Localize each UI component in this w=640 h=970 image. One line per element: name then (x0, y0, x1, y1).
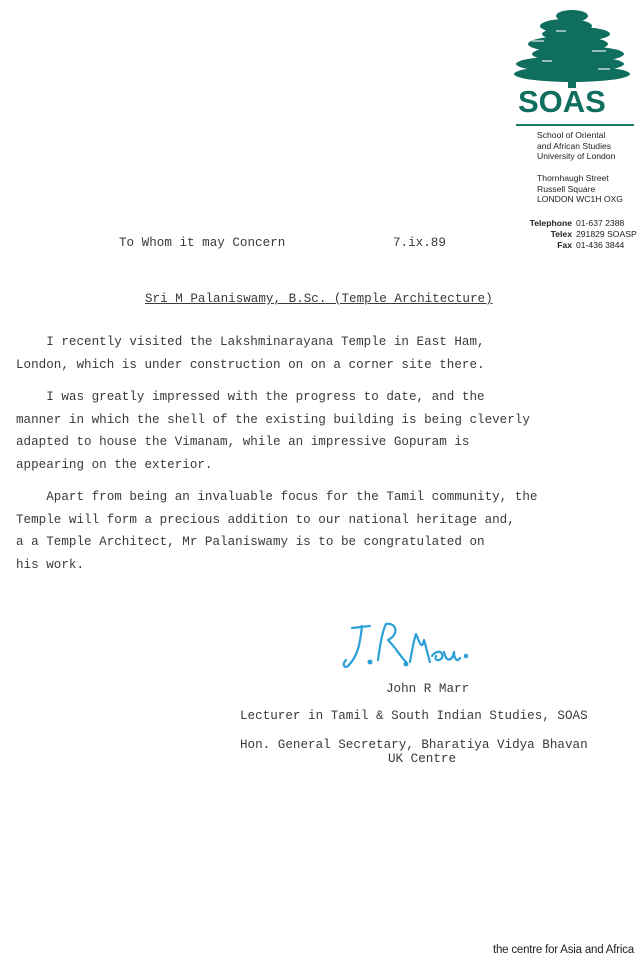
institution-address: Thornhaugh Street Russell Square LONDON WC1H OXG (537, 173, 623, 205)
soas-wordmark: SOAS (518, 84, 606, 119)
signer-title-2: Hon. General Secretary, Bharatiya Vidya Bhavan (240, 738, 588, 752)
handwritten-signature (340, 616, 470, 676)
paragraph-3: Apart from being an invaluable focus for the Tamil community, the Temple will form a precious addition to our national heritage and, a a Temple Architect, Mr Palaniswamy is to be congratulated on his work. (16, 490, 538, 573)
contact-details (516, 218, 638, 251)
footer-tagline: the centre for Asia and Africa (492, 944, 634, 956)
salutation: To Whom it may Concern (119, 236, 286, 250)
paragraph-2: I was greatly impressed with the progress to date, and the manner in which the shell of the existing building is being cleverly adapted to house the Vimanam, while an impressive Gopuram is appearing on the exterior. (16, 390, 530, 473)
letter-subject: Sri M Palaniswamy, B.Sc. (Temple Architecture) (145, 292, 493, 306)
paragraph-1: I recently visited the Lakshminarayana Temple in East Ham, London, which is under construction on on a corner site there. (16, 335, 485, 372)
letter-date: 7.ix.89 (393, 236, 446, 250)
institution-name: School of Oriental and African Studies University of London (537, 130, 616, 162)
signer-title-1: Lecturer in Tamil & South Indian Studies, SOAS (240, 709, 588, 723)
signer-name: John R Marr (386, 682, 470, 696)
contact-telephone: Telephone 01-637 2388 (529, 218, 625, 228)
contact-fax: Fax 01-436 3844 (557, 240, 625, 250)
signer-title-3: UK Centre (388, 752, 457, 766)
contact-telex: Telex 291829 SOASP (550, 229, 637, 239)
letterhead-rule (516, 124, 634, 126)
